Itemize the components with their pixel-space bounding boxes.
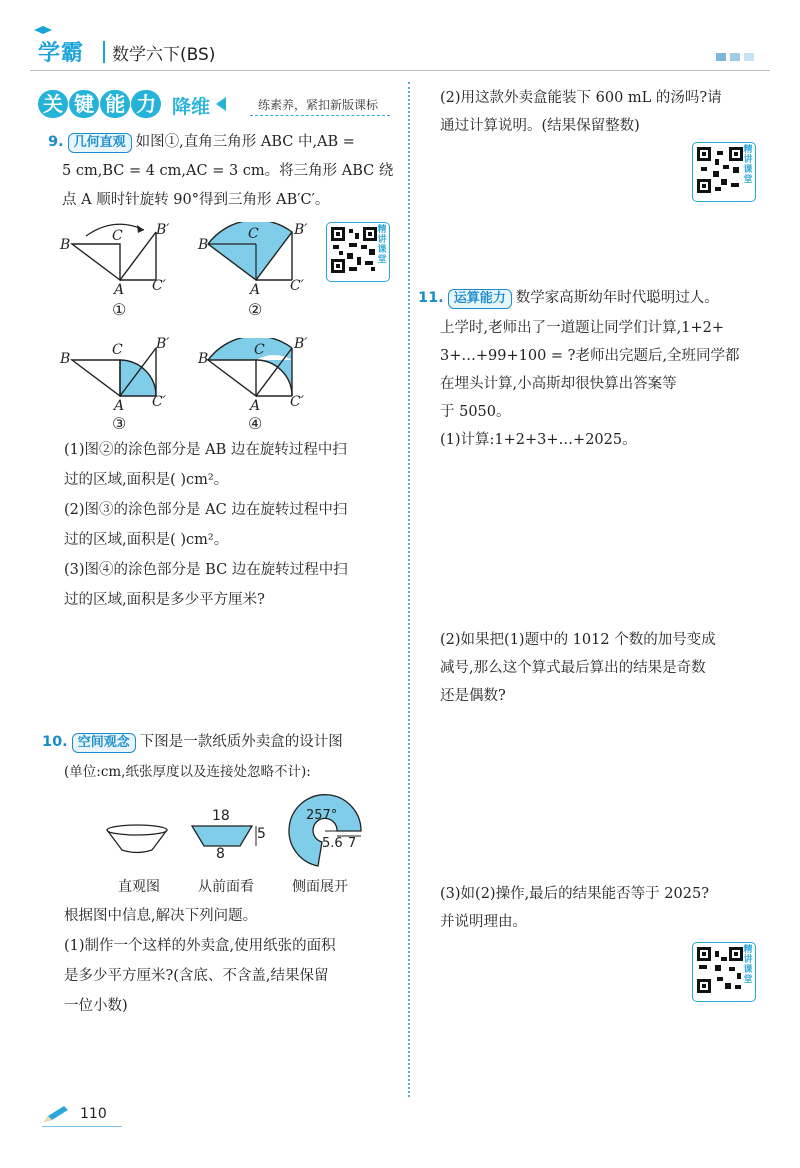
question-number: 9.: [48, 134, 64, 150]
bowl-figure: [104, 822, 170, 856]
label-c: C: [112, 342, 123, 358]
figure-number: ①: [112, 300, 127, 319]
q9-tag: 几何直观: [68, 133, 132, 153]
q9-part1-line2: 过的区域,面积是( )cm²。: [64, 472, 229, 488]
banner-subtitle: 降维: [172, 96, 211, 118]
caption-unfold: 侧面展开: [292, 879, 348, 895]
section-banner: [38, 90, 157, 120]
qr-label: 精讲课堂: [743, 945, 753, 985]
dim-height: 5: [257, 826, 266, 842]
banner-char: 力: [131, 90, 161, 118]
q10-part2-line2: 通过计算说明。(结果保留整数): [440, 118, 640, 134]
header-separator: [103, 41, 105, 63]
footer-line: [42, 1126, 122, 1127]
q11-part2-line1: (2)如果把(1)题中的 1012 个数的加号变成: [440, 632, 716, 648]
label-b-prime: B′: [156, 336, 170, 352]
q9-line2: 5 cm,BC = 4 cm,AC = 3 cm。将三角形 ABC 绕: [62, 163, 394, 179]
q9-line1: [48, 128, 355, 156]
dim-r2: 7: [348, 836, 357, 851]
qr-code[interactable]: [326, 222, 390, 282]
label-c: C: [112, 228, 123, 244]
label-c-prime: C′: [152, 394, 166, 410]
graduation-cap-icon: [34, 26, 52, 36]
q9-part1-line1: (1)图②的涂色部分是 AB 边在旋转过程中扫: [64, 442, 347, 458]
label-a: A: [250, 282, 261, 298]
q11-line4: 在埋头计算,小高斯却很快算出答案等: [440, 376, 677, 392]
q10-part1-line1: (1)制作一个这样的外卖盒,使用纸张的面积: [64, 938, 336, 954]
q11-line3: 3+…+99+100 = ?老师出完题后,全班同学都: [440, 348, 740, 364]
q10-line1: [42, 728, 343, 756]
header-rule: [30, 70, 770, 71]
q10-line3: 根据图中信息,解决下列问题。: [64, 908, 258, 924]
caption-bowl: 直观图: [118, 879, 160, 895]
banner-char: 能: [100, 90, 130, 118]
qr-code-icon: [331, 227, 377, 273]
q9-line3: 点 A 顺时针旋转 90°得到三角形 AB′C′。: [62, 192, 330, 208]
dim-bottom: 8: [216, 846, 225, 862]
q10-text: 下图是一款纸质外卖盒的设计图: [139, 734, 343, 750]
triangle-left-icon: [216, 97, 226, 111]
label-b: B: [198, 237, 209, 253]
header-square: [716, 53, 726, 61]
label-c-prime: C′: [290, 278, 304, 294]
banner-dash: [250, 115, 390, 116]
q11-text: 数学家高斯幼年时代聪明过人。: [515, 290, 719, 306]
label-a: A: [114, 282, 125, 298]
label-a: A: [114, 398, 125, 414]
banner-note: 练素养，紧扣新版课标: [258, 98, 379, 112]
column-divider: [408, 82, 410, 1097]
figure-number: ④: [248, 414, 263, 433]
header-square: [744, 53, 754, 61]
q9-part3-line1: (3)图④的涂色部分是 BC 边在旋转过程中扫: [64, 562, 348, 578]
side-unfold-figure: [280, 786, 370, 876]
label-c: C: [254, 342, 265, 358]
q9-part2-line1: (2)图③的涂色部分是 AC 边在旋转过程中扫: [64, 502, 348, 518]
q11-line5: 于 5050。: [440, 404, 511, 420]
label-b: B: [60, 237, 71, 253]
q11-part3-line1: (3)如(2)操作,最后的结果能否等于 2025?: [440, 886, 709, 902]
dim-angle: 257°: [306, 808, 338, 823]
label-b-prime: B′: [156, 222, 170, 238]
q9-part2-line2: 过的区域,面积是( )cm²。: [64, 532, 229, 548]
q11-line2: 上学时,老师出了一道题让同学们计算,1+2+: [440, 320, 724, 336]
q9-part3-line2: 过的区域,面积是多少平方厘米?: [64, 592, 265, 608]
q11-line1: [418, 284, 719, 312]
q10-part1-line2: 是多少平方厘米?(含底、不含盖,结果保留: [64, 968, 329, 984]
q11-part2-line3: 还是偶数?: [440, 688, 506, 704]
qr-label: 精讲课堂: [743, 145, 753, 185]
front-view-figure: [188, 818, 268, 868]
label-c-prime: C′: [152, 278, 166, 294]
label-b: B: [60, 351, 71, 367]
caption-front: 从前面看: [198, 879, 254, 895]
banner-char: 键: [69, 90, 99, 118]
q11-part3-line2: 并说明理由。: [440, 914, 527, 930]
figure-number: ③: [112, 414, 127, 433]
label-b-prime: B′: [294, 336, 308, 352]
brand-logo: [38, 36, 84, 67]
banner-char: 关: [38, 90, 68, 118]
q10-line2: (单位:cm,纸张厚度以及连接处忽略不计):: [64, 764, 311, 780]
figure-number: ②: [248, 300, 263, 319]
page-number: 110: [80, 1106, 107, 1122]
q9-text: 如图①,直角三角形 ABC 中,AB =: [135, 134, 355, 150]
q11-part2-line2: 减号,那么这个算式最后算出的结果是奇数: [440, 660, 706, 676]
qr-code[interactable]: [692, 142, 756, 202]
brand-name: 学霸: [38, 41, 85, 66]
dim-r1: 5.6: [322, 836, 343, 851]
dim-top: 18: [212, 808, 230, 824]
qr-label: 精讲课堂: [377, 225, 387, 265]
q10-part2-line1: (2)用这款外卖盒能装下 600 mL 的汤吗?请: [440, 90, 722, 106]
question-number: 11.: [418, 290, 444, 306]
q11-tag: 运算能力: [448, 289, 512, 309]
label-c-prime: C′: [290, 394, 304, 410]
pencil-icon: [42, 1104, 72, 1124]
label-b-prime: B′: [294, 222, 308, 238]
book-title: 数学六下(BS): [112, 45, 216, 65]
qr-code-icon: [697, 147, 743, 193]
question-number: 10.: [42, 734, 68, 750]
q10-part1-line3: 一位小数): [64, 998, 128, 1014]
q10-tag: 空间观念: [72, 733, 136, 753]
q11-part1: (1)计算:1+2+3+…+2025。: [440, 432, 637, 448]
qr-code[interactable]: [692, 942, 756, 1002]
qr-code-icon: [697, 947, 743, 993]
label-a: A: [250, 398, 261, 414]
label-c: C: [248, 226, 259, 242]
label-b: B: [198, 351, 209, 367]
header-square: [730, 53, 740, 61]
